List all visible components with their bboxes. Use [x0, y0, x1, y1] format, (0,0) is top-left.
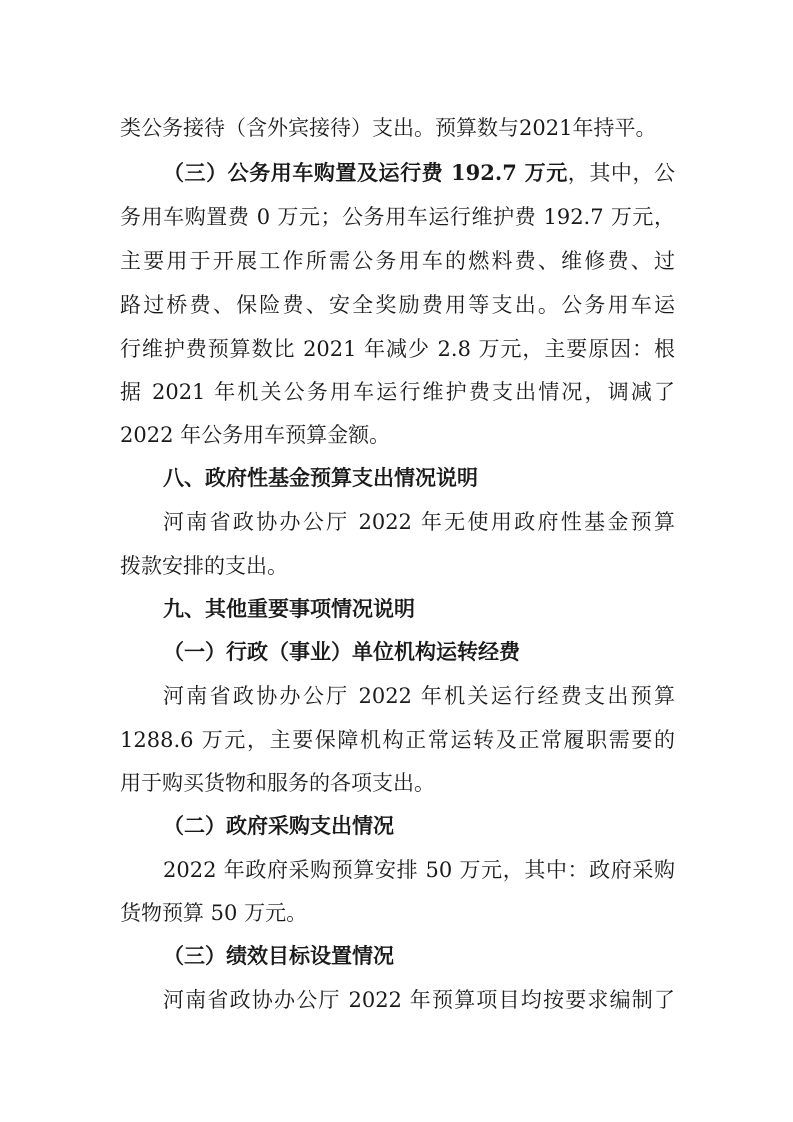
- paragraph-line: 货物预算 50 万元。: [120, 901, 308, 925]
- paragraph-text: ，其中，公: [567, 161, 675, 185]
- paragraph-line: 1288.6 万元，主要保障机构正常运转及正常履职需要的: [120, 728, 675, 752]
- paragraph-line: 主要用于开展工作所需公务用车的燃料费、维修费、过: [120, 249, 675, 273]
- paragraph-line: 河南省政协办公厅 2022 年无使用政府性基金预算: [163, 510, 675, 534]
- paragraph-line: 河南省政协办公厅 2022 年机关运行经费支出预算: [163, 684, 675, 708]
- paragraph-line: [163, 159, 675, 187]
- section-heading: 九、其他重要事项情况说明: [163, 596, 415, 621]
- paragraph-line: 路过桥费、保险费、安全奖励费用等支出。公务用车运: [120, 293, 675, 317]
- subsection-heading: （一）行政（事业）单位机构运转经费: [163, 639, 520, 664]
- paragraph-line: 务用车购置费 0 万元；公务用车运行维护费 192.7 万元，: [120, 205, 675, 229]
- section-subheading-inline: （三）公务用车购置及运行费 192.7 万元: [163, 160, 568, 185]
- subsection-heading: （二）政府采购支出情况: [163, 813, 394, 838]
- paragraph-line: 行维护费预算数比 2021 年减少 2.8 万元，主要原因：根: [120, 337, 675, 361]
- paragraph-line: 2022 年公务用车预算金额。: [120, 423, 391, 447]
- paragraph-line: 类公务接待（含外宾接待）支出。预算数与2021年持平。: [120, 116, 657, 140]
- paragraph-line: 据 2021 年机关公务用车运行维护费支出情况，调减了: [120, 380, 675, 404]
- paragraph-line: 2022 年政府采购预算安排 50 万元，其中：政府采购: [163, 858, 675, 882]
- paragraph-line: 用于购买货物和服务的各项支出。: [120, 771, 435, 795]
- paragraph-line: 河南省政协办公厅 2022 年预算项目均按要求编制了: [163, 988, 675, 1012]
- section-heading: 八、政府性基金预算支出情况说明: [163, 465, 478, 490]
- paragraph-line: 拨款安排的支出。: [120, 554, 288, 578]
- subsection-heading: （三）绩效目标设置情况: [163, 943, 394, 968]
